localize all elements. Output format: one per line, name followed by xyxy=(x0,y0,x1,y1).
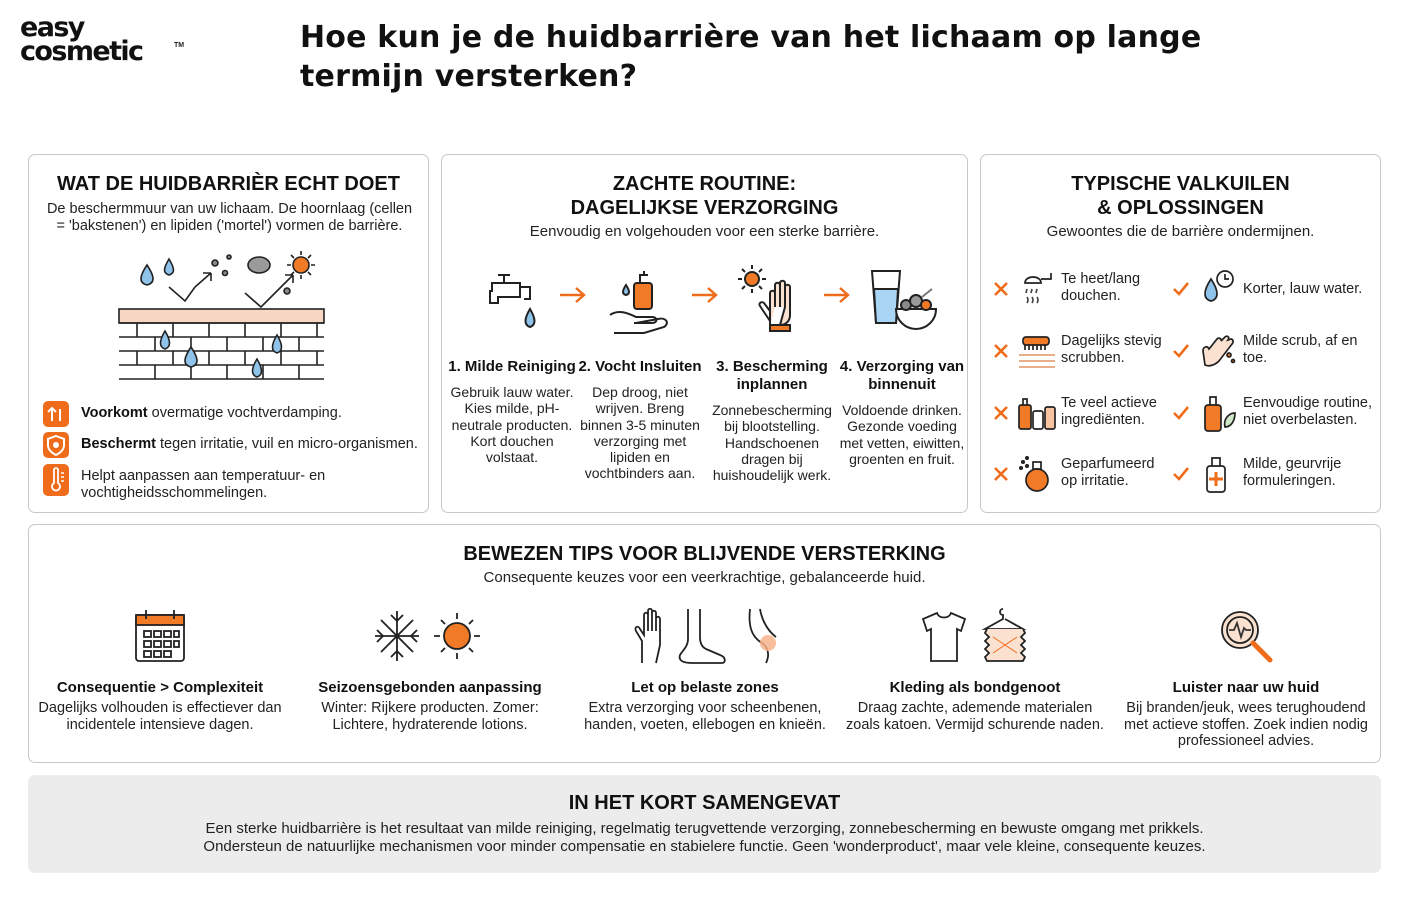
gentle-hand-icon xyxy=(1197,331,1237,371)
pitfalls-heading-line2: & OPLOSSINGEN xyxy=(1097,197,1264,219)
pitfall-row xyxy=(981,331,1380,381)
step-title: 2. Vocht Insluiten xyxy=(578,358,702,375)
tip-text: Winter: Rijkere producten. Zomer: Lichtere, hydraterende lotions. xyxy=(321,700,539,733)
step-title: 1. Milde Reiniging xyxy=(448,358,576,375)
step-title: 3. Bescherming inplannen xyxy=(716,358,828,393)
solution-text: Eenvoudige routine, niet overbelasten. xyxy=(1243,395,1372,428)
solution-text: Korter, lauw water. xyxy=(1243,281,1363,297)
perfume-icon xyxy=(1017,454,1057,494)
solution-text: Milde scrub, af en toe. xyxy=(1243,333,1358,366)
sun-glove-icon xyxy=(736,263,808,335)
shirt-fabric-icon xyxy=(919,607,1031,665)
routine-step xyxy=(836,263,968,467)
routine-panel xyxy=(441,154,968,513)
brand-logo xyxy=(20,12,190,72)
tips-subtitle: Consequente keuzes voor een veerkrachtige, gebalanceerde huid. xyxy=(483,569,926,586)
snow-sun-icon xyxy=(371,607,489,665)
lotion-hand-icon xyxy=(604,263,676,335)
benefit-text: Helpt aanpassen aan temperatuur- en vochtigheidsschommelingen. xyxy=(81,468,326,501)
drop-clock-icon xyxy=(1197,269,1237,309)
tips-panel xyxy=(28,524,1381,763)
check-icon xyxy=(1171,279,1191,299)
step-text: Gebruik lauw water. Kies milde, pH-neutrale producten. Kort douchen volstaat. xyxy=(450,384,574,466)
benefit-item xyxy=(43,432,423,466)
cross-icon xyxy=(991,279,1011,299)
step-title: 4. Verzorging van binnenuit xyxy=(839,358,965,393)
shower-icon xyxy=(1017,269,1057,309)
step-text: Dep droog, niet wrijven. Breng binnen 3-5 minuten verzorging met lipiden en vochtbinders aan. xyxy=(580,384,700,482)
skin-barrier-bricks-icon xyxy=(117,251,342,391)
page-title: Hoe kun je de huidbarrière van het lichaam op lange termijn versterken? xyxy=(300,20,1202,94)
tip-item xyxy=(299,605,561,733)
step-text: Voldoende drinken. Gezonde voeding met vetten, eiwitten, groenten en fruit. xyxy=(839,402,965,467)
cross-icon xyxy=(991,403,1011,423)
benefit-item xyxy=(43,401,423,435)
tip-text: Extra verzorging voor scheenbenen, handen, voeten, ellebogen en knieën. xyxy=(584,700,826,733)
brand-logo-line1: easy xyxy=(20,12,84,43)
cross-icon xyxy=(991,341,1011,361)
summary-line2: Ondersteun de natuurlijke mechanismen voor minder compensatie en stabielere functie. Geen 'wonderproduct', maar vele kleine, consequente keuzes. xyxy=(203,837,1206,855)
routine-heading-line2: DAGELIJKSE VERZORGING xyxy=(570,197,839,219)
check-icon xyxy=(1171,403,1191,423)
water-food-icon xyxy=(866,263,938,335)
tip-text: Dagelijks volhouden is effectiever dan incidentele intensieve dagen. xyxy=(38,700,282,733)
arrow-up-icon xyxy=(43,401,69,427)
pitfall-row xyxy=(981,269,1380,319)
pitfall-text: Te heet/lang douchen. xyxy=(1061,271,1141,304)
check-icon xyxy=(1171,341,1191,361)
routine-heading-line1: ZACHTE ROUTINE: xyxy=(612,173,797,195)
tips-heading: BEWEZEN TIPS VOOR BLIJVENDE VERSTERKING xyxy=(463,543,946,565)
tip-title: Consequentie > Complexiteit xyxy=(56,679,264,696)
thermometer-icon xyxy=(43,464,69,496)
benefit-item xyxy=(43,464,423,501)
routine-subtitle: Eenvoudig en volgehouden voor een sterke barrière. xyxy=(529,223,880,240)
barrier-panel xyxy=(28,154,429,513)
tip-title: Kleding als bondgenoot xyxy=(889,679,1061,696)
routine-step xyxy=(706,263,838,483)
pitfalls-heading-line1: TYPISCHE VALKUILEN xyxy=(1071,173,1290,195)
tip-item xyxy=(1115,605,1377,750)
medical-bottle-icon xyxy=(1197,454,1237,494)
summary-heading: IN HET KORT SAMENGEVAT xyxy=(568,792,841,814)
barrier-heading: WAT DE HUIDBARRIÈR ECHT DOET xyxy=(57,173,400,195)
summary-text xyxy=(28,820,1381,855)
summary-panel xyxy=(28,775,1381,873)
tip-text: Bij branden/jeuk, wees terughoudend met actieve stoffen. Zoek indien nodig professioneel advies. xyxy=(1124,700,1368,749)
pitfall-text: Dagelijks stevig scrubben. xyxy=(1061,333,1162,366)
cross-icon xyxy=(991,464,1011,484)
pitfalls-subtitle: Gewoontes die de barrière ondermijnen. xyxy=(1046,223,1315,240)
brand-logo-line2: cosmetic xyxy=(20,36,143,67)
shield-icon xyxy=(43,432,69,458)
pitfalls-panel xyxy=(980,154,1381,513)
pitfall-row xyxy=(981,393,1380,443)
routine-step xyxy=(574,263,706,482)
summary-line1: Een sterke huidbarrière is het resultaat van milde reiniging, regelmatig terugvettende verzorging, zonnebescherming en bewuste omgang met prikkels. xyxy=(205,820,1204,837)
tip-title: Seizoensgebonden aanpassing xyxy=(318,679,542,696)
pitfall-text: Te veel actieve ingrediënten. xyxy=(1061,395,1157,428)
tip-item xyxy=(574,605,836,733)
many-bottles-icon xyxy=(1017,393,1057,433)
tip-title: Luister naar uw huid xyxy=(1172,679,1320,696)
tip-item xyxy=(844,605,1106,733)
solution-text: Milde, geurvrije formuleringen. xyxy=(1243,456,1342,489)
calendar-icon xyxy=(132,607,188,665)
tip-item xyxy=(29,605,291,733)
pitfall-row xyxy=(981,454,1380,504)
check-icon xyxy=(1171,464,1191,484)
simple-bottle-icon xyxy=(1197,393,1237,433)
barrier-description: De beschermmuur van uw lichaam. De hoornlaag (cellen = 'bakstenen') en lipiden ('mortel') vormen de barrière. xyxy=(46,201,413,234)
tip-text: Draag zachte, ademende materialen zoals katoen. Vermijd schurende naden. xyxy=(846,700,1104,733)
scrub-brush-icon xyxy=(1017,331,1057,371)
faucet-icon xyxy=(476,263,548,335)
hand-foot-knee-icon xyxy=(630,607,780,665)
pitfall-text: Geparfumeerd op irritatie. xyxy=(1061,456,1155,489)
tip-title: Let op belaste zones xyxy=(631,679,779,696)
magnifier-icon xyxy=(1216,606,1276,666)
trademark-mark: TM xyxy=(174,42,185,49)
step-text: Zonnebescherming bij blootstelling. Handschoenen dragen bij huishoudelijk werk. xyxy=(712,402,832,484)
benefit-text: Beschermt tegen irritatie, vuil en micro-organismen. xyxy=(81,436,418,452)
benefit-text: Voorkomt overmatige vochtverdamping. xyxy=(81,405,342,421)
